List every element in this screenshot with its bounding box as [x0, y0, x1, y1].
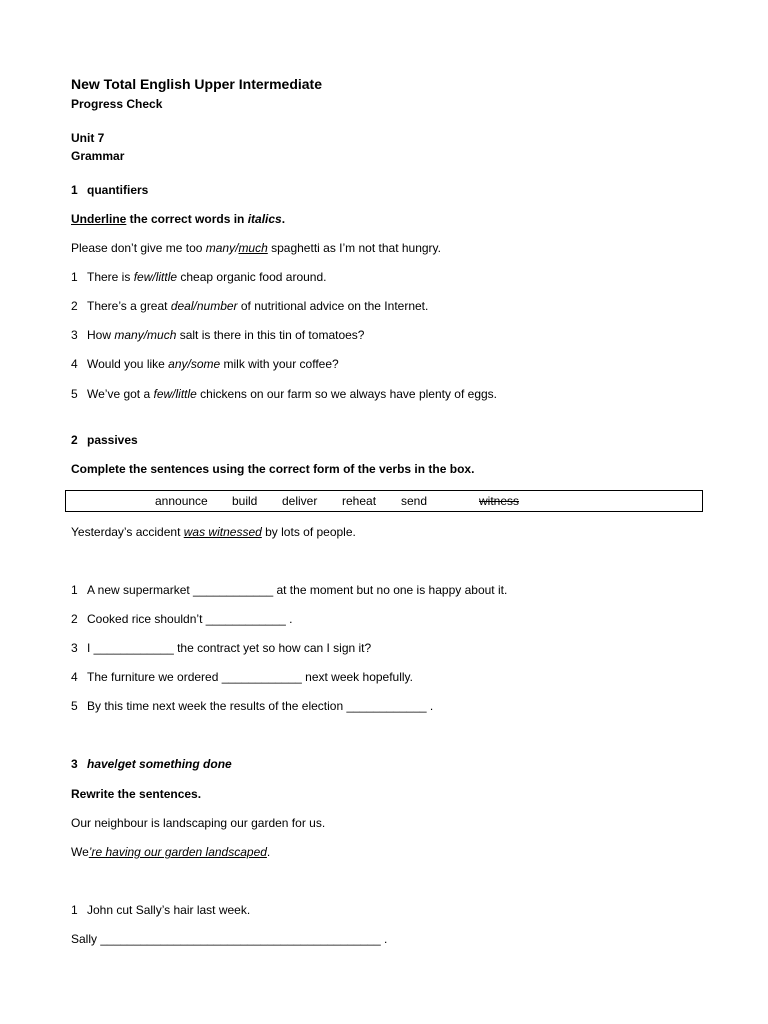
section-2-item: 1 A new supermarket ____________ at the moment but no one is happy about it. — [71, 583, 508, 597]
section-2-item: 3 I ____________ the contract yet so how can I sign it? — [71, 641, 372, 655]
verb-word: announce — [155, 494, 208, 508]
section-1-item: 5 We’ve got a few/little chickens on our farm so we always have plenty of eggs. — [71, 387, 497, 401]
section-3-example: Our neighbour is landscaping our garden for us. — [71, 816, 326, 830]
verb-word: deliver — [282, 494, 318, 508]
section-2-item: 2 Cooked rice shouldn’t ____________ . — [71, 612, 293, 626]
section-2-item: 4 The furniture we ordered ____________ next week hopefully. — [71, 670, 413, 684]
unit-label: Unit 7 — [71, 131, 105, 145]
verb-word: reheat — [342, 494, 377, 508]
section-3-instruction: Rewrite the sentences. — [71, 787, 202, 801]
section-3-item: 1 John cut Sally’s hair last week. — [71, 903, 251, 917]
section-3-example-answer: We’re having our garden landscaped. — [71, 845, 271, 859]
section-2-item: 5 By this time next week the results of the election ____________ . — [71, 699, 434, 713]
section-1-item: 3 How many/much salt is there in this tin of tomatoes? — [71, 328, 365, 342]
section-1-item: 4 Would you like any/some milk with your coffee? — [71, 357, 339, 371]
answer-line: Sally __________________________________________ . — [71, 932, 388, 946]
section-1-example: Please don’t give me too many/much spaghetti as I’m not that hungry. — [71, 241, 441, 255]
section-2-example: Yesterday’s accident was witnessed by lots of people. — [71, 525, 356, 539]
section-1-item: 1 There is few/little cheap organic food around. — [71, 270, 327, 284]
section-2-instruction: Complete the sentences using the correct form of the verbs in the box. — [71, 462, 475, 476]
section-3-heading: 3 have/get something done — [71, 757, 232, 771]
document-subtitle: Progress Check — [71, 97, 163, 111]
verb-word-used: witness — [479, 494, 520, 508]
document-title: New Total English Upper Intermediate — [71, 76, 323, 92]
section-label: Grammar — [71, 149, 125, 163]
verb-box — [65, 490, 703, 512]
section-2-heading: 2 passives — [71, 433, 138, 447]
section-1-item: 2 There’s a great deal/number of nutritional advice on the Internet. — [71, 299, 429, 313]
verb-word: build — [232, 494, 258, 508]
section-1-instruction: Underline the correct words in italics. — [71, 212, 286, 226]
verb-word: send — [401, 494, 428, 508]
section-1-heading: 1 quantifiers — [71, 183, 149, 197]
